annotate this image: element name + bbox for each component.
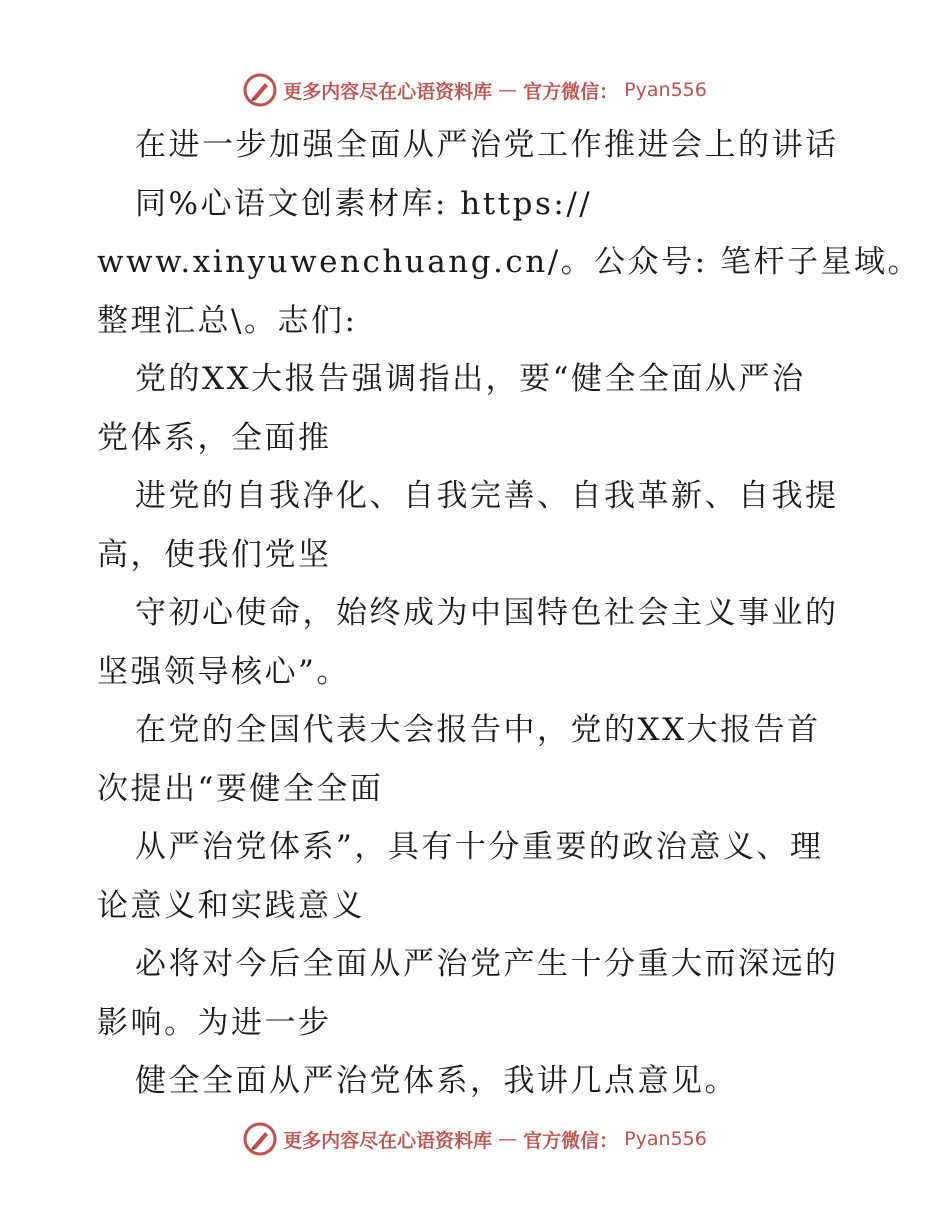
banner-dash: — (498, 79, 518, 101)
text-line: 在进一步加强全面从严治党工作推进会上的讲话 (135, 127, 839, 163)
banner-wechat-id: Pyan556 (624, 1128, 707, 1150)
text-line: 论意义和实践意义 (97, 887, 365, 924)
text-line: 坚强领导核心”。 (97, 653, 350, 690)
text-line: 进党的自我净化、自我完善、自我革新、自我提 (135, 478, 839, 514)
banner-official-label: 官方微信： (523, 80, 619, 103)
banner-main-text: 更多内容尽在心语资料库 (283, 80, 493, 103)
header-banner (0, 70, 950, 110)
banner-wechat-id: Pyan556 (624, 79, 707, 101)
text-line: 必将对今后全面从严治党产生十分重大而深远的 (135, 946, 839, 982)
text-line: 同%心语文创素材库: https:// (135, 185, 593, 222)
text-line: 党的XX大报告强调指出，要“健全全面从严治 (135, 361, 806, 397)
text-line: 健全全面从严治党体系，我讲几点意见。 (135, 1063, 738, 1099)
text-line: 影响。为进一步 (97, 1004, 332, 1041)
text-line: 整理汇总\。志们: (97, 302, 358, 339)
text-line: 从严治党体系”，具有十分重要的政治意义、理 (135, 829, 824, 865)
footer-banner (0, 1119, 950, 1159)
banner-main-text: 更多内容尽在心语资料库 (283, 1129, 493, 1152)
banner-official-label: 官方微信： (523, 1129, 619, 1152)
pen-logo-icon (243, 1122, 277, 1156)
text-line: 在党的全国代表大会报告中，党的XX大报告首 (135, 712, 821, 748)
text-line: 党体系，全面推 (97, 419, 332, 456)
banner-dash: — (498, 1128, 518, 1150)
document-body (97, 116, 921, 1111)
text-line: www.xinyuwenchuang.cn/。公众号: 笔杆子星域。 (97, 244, 921, 280)
pen-logo-icon (243, 73, 277, 107)
text-line: 次提出“要健全全面 (97, 770, 384, 807)
text-line: 高，使我们党坚 (97, 536, 332, 573)
text-line: 守初心使命，始终成为中国特色社会主义事业的 (135, 595, 839, 631)
